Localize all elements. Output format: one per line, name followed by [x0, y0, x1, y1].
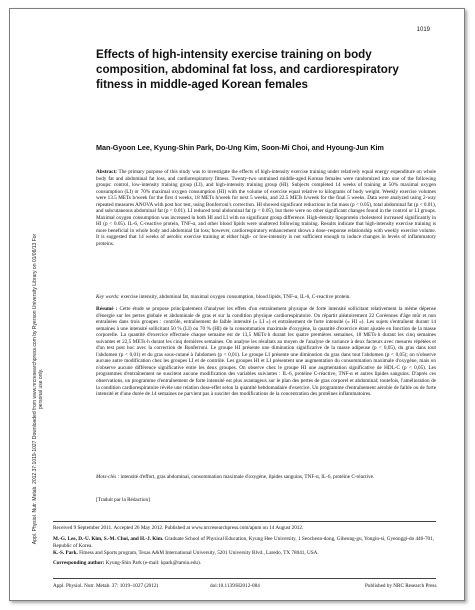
footer-doi: doi:10.1139/H2012-084 — [210, 583, 260, 589]
footer-divider — [53, 578, 436, 579]
keywords-text: exercise intensity, abdominal fat, maximal oxygen consumption, blood lipids, TNF-α, IL-6, C-reactive protein. — [120, 294, 351, 300]
footer-journal: Appl. Physiol. Nutr. Metab. 37: 1019–1027 (2012) — [53, 583, 159, 589]
affiliation-1 — [53, 536, 436, 549]
affiliation-1-initials: M.-G. Lee, D.-U. Kim, S.-M. Choi, and H.-J. Kim. — [53, 536, 164, 542]
article-title: Effects of high-intensity exercise training on body composition, abdominal fat loss, and cardiorespiratory fitness in middle-aged Korean females — [96, 48, 399, 91]
footer-publisher: Published by NRC Research Press — [365, 583, 437, 589]
resume — [96, 306, 436, 398]
keywords-label: Key words: — [96, 294, 120, 300]
corresponding-label: Corresponding author: — [53, 560, 105, 566]
affiliation-2-initials: K.-S. Park. — [53, 550, 78, 556]
corresponding-author — [53, 560, 436, 567]
corresponding-text: Kyung-Shin Park (e-mail: kpark@tamiu.edu). — [105, 560, 202, 566]
abstract-label: Abstract: — [96, 169, 118, 175]
resume-text: Cette étude se propose principalement d'analyser les effets d'un entraînement physique de forte intensité sollicitant relativement la même dépense d'énergie sur les pertes globale et abdominale de gras et sur la condition physique cardiorespiratoire. On répartit aléatoirement 22 Coréennes d'âge mûr et non entraînées dans trois groupes : contrôle, entraînement de faible intensité (« LI ») et entraînement de forte intensité (« HI »). Les sujets s'entraînent durant 14 semaines à une intensité sollicitant 50 % (LI) ou 70 % (HI) de la consommation maximale d'oxygène, la quantité d'exercice étant ajustée en fonction de la masse corporelle. La quantité d'exercice effectuée chaque semaine est de 13,5 METs·h durant les quatre premières semaines, 18 METs·h durant les cinq semaines suivantes et 22,5 METs·h durant les cinq dernières semaines. On analyse les résultats au moyen de l'analyse de variance à deux facteurs avec mesures répétées et d'un test post hoc avec la correction de Bonferroni. Le groupe HI présente une diminution significative de la masse adipeuse (p < 0,05), du gras dans tout l'abdomen (p < 0,01) et du gras sous-cutané à l'abdomen (p < 0,01). Le groupe LI présente une diminution du gras dans tout l'abdomen (p < 0,05); on n'observe aucune autre modification chez les groupes LI et de contrôle. Les groupes HI et LI présentent une augmentation du consommation maximale d'oxygène, mais on n'observe aucune différence significative entre les deux groupes. On observe chez le groupe HI une augmentation significative de HDL-C (p < 0,05). Les programmes d'entraînement ne suscitent aucune modification des variables suivantes : IL-6, protéine C-réactive, TNF-α et autres lipides sanguins. D'après ces observations, un programme d'entraînement de forte intensité est plus avantageux sur le plan des pertes de gras corporel et abdominal; toutefois, l'amélioration de la condition cardiorespiratoire révèle une relation dose-effet selon la quantité hebdomadaire d'exercice. Un programme d'entraînement aérobie de faible ou de forte intensité et d'une durée de 14 semaines ne parvient pas à susciter des modifications de la concentration des protéines inflammatoires. — [96, 306, 436, 398]
mots-cles-label: Mots-clés : — [96, 474, 120, 480]
author-list: Man-Gyoon Lee, Kyung-Shin Park, Do-Ung Kim, Soon-Mi Choi, and Hyoung-Jun Kim — [96, 143, 384, 152]
affiliation-1-text: Graduate School of Physical Education, Kyung Hee University, 1 Seocheon-dong, Giheung-gu, Yongin-si, Gyeonggi-do 446-701, Republic of Korea. — [53, 536, 435, 549]
resume-label: Résumé : — [96, 306, 118, 312]
download-watermark: Appl. Physiol. Nutr. Metab. 2012.37:1019-1027 Downloaded from www.nrcresearchpress.com by Ryerson University Library on 01/08/13 For personal use only. — [32, 233, 45, 545]
translation-note: [Traduit par la Rédaction] — [96, 497, 150, 503]
footnote-divider — [53, 521, 436, 522]
received-line: Received 9 September 2011. Accepted 26 May 2012. Published at www.nrcresearchpress.com/apnm on 14 August 2012. — [53, 525, 304, 531]
mots-cles — [96, 474, 436, 481]
affiliation-2 — [53, 550, 436, 557]
abstract — [96, 169, 436, 248]
page-number: 1019 — [416, 27, 430, 33]
affiliation-2-text: Fitness and Sports program, Texas A&M International University, 5201 University Blvd., Laredo, TX 78041, USA. — [79, 550, 319, 556]
abstract-text: The primary purpose of this study was to investigate the effects of high-intensity exercise training under relatively equal energy expenditure on whole body fat and abdominal fat loss, and cardiorespiratory fitness. Twenty-two untrained middle-aged Korean females were randomized into one of the following groups: control, low-intensity training group (LI), and high-intensity training group (HI). Subjects completed 14 weeks of training at 50% maximal oxygen consumption (LI) or 70% maximal oxygen consumption (HI) with the volume of exercise equal relative to kilograms of body weight. Weekly exercise volumes were 13.5 METs h/week for the first 4 weeks, 18 METs h/week for next 5 weeks, and 22.5 METs h/week for the final 5 weeks. Data were analyzed using 2-way repeated measures ANOVA with post hoc test, using Bonferroni's correction. HI showed significant reductions in fat mass (p < 0.05), total abdominal fat (p < 0.01), and subcutaneous abdominal fat (p < 0.01). LI reduced total abdominal fat (p < 0.05), but there were no other significant changes found in the control or LI groups. Maximal oxygen consumption was increased in both HI and LI with no significant group difference. High-density lipoprotein cholesterol increased significantly in HI (p < 0.05). IL-6, C-reactive protein, TNF-α, and other blood lipids were unaltered following training. Results indicate that high-intensity exercise training is more beneficial in whole body and abdominal fat loss; however, cardiorespiratory enhancement shows a dose–response relationship with weekly exercise volume. It is suggested that 14 weeks of aerobic exercise training at either high- or low-intensity is not sufficient enough to induce changes in levels of inflammatory proteins. — [96, 169, 436, 248]
keywords — [96, 294, 436, 301]
mots-cles-text: intensité d'effort, gras abdominal, consommation maximale d'oxygène, lipides sanguins, TNF-α, IL-6, protéine C-réactive. — [120, 474, 375, 480]
paper-page — [9, 8, 465, 601]
